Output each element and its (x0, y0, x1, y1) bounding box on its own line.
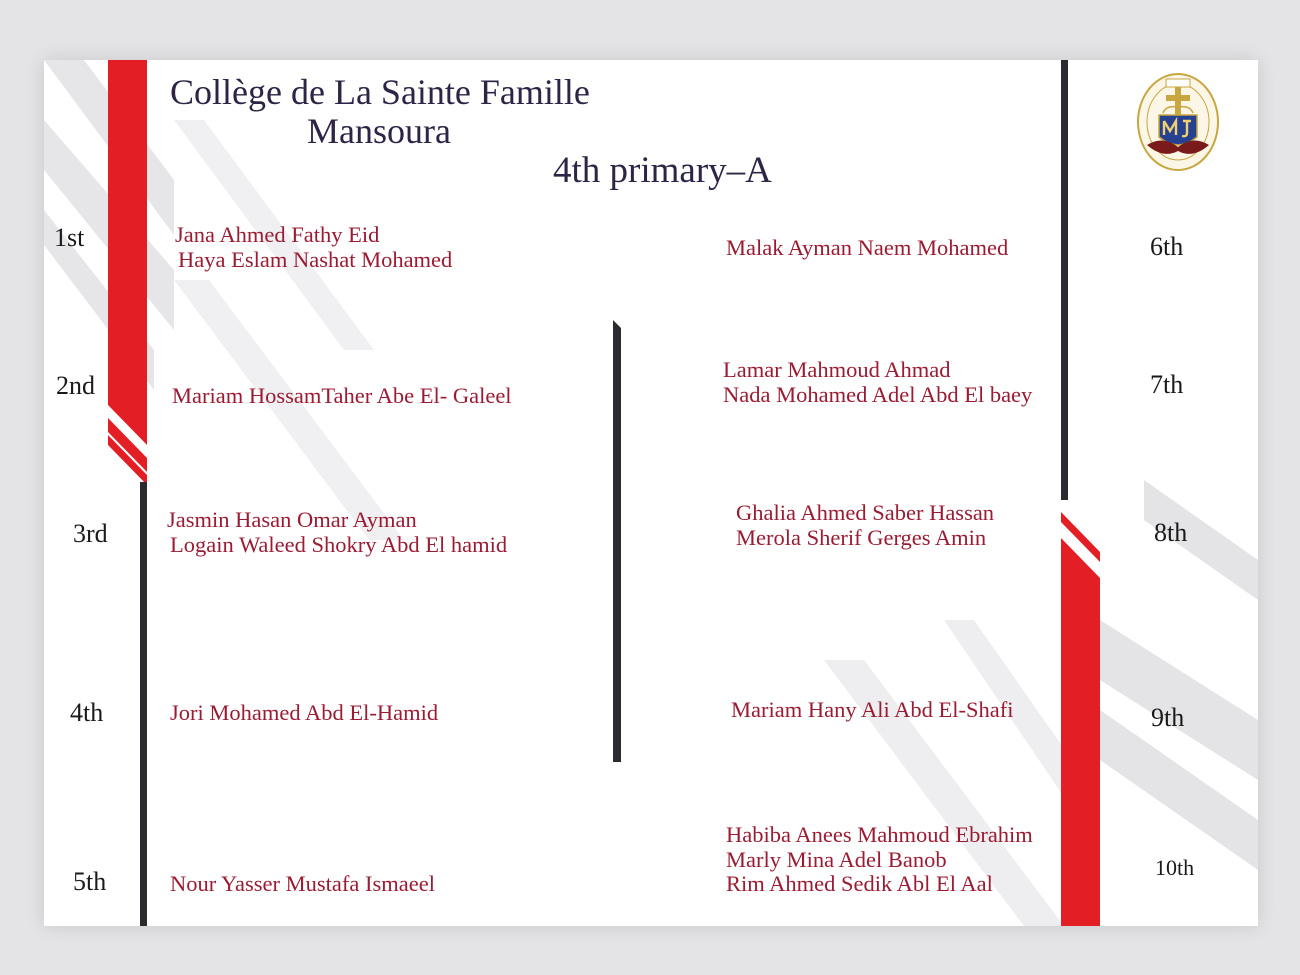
student-name: Nada Mohamed Adel Abd El baey (723, 381, 1033, 407)
class-title: 4th primary–A (553, 150, 772, 191)
student-names-7th (723, 358, 1032, 407)
student-names-2nd (172, 384, 512, 409)
school-crest (1133, 65, 1223, 175)
right-dark-bar (1061, 60, 1068, 500)
student-name: Habiba Anees Mahmoud Ebrahim (726, 822, 1033, 847)
center-divider-bar (613, 320, 621, 762)
student-name: Rim Ahmed Sedik Abl El Aal (726, 871, 993, 896)
left-red-bar (108, 60, 147, 445)
student-names-4th (170, 701, 438, 726)
student-name: Nour Yasser Mustafa Ismaeel (170, 871, 435, 896)
student-name: Mariam Hany Ali Abd El-Shafi (731, 697, 1014, 722)
student-names-8th (736, 501, 994, 550)
student-name: Ghalia Ahmed Saber Hassan (736, 500, 995, 525)
student-name: Lamar Mahmoud Ahmad (723, 357, 951, 382)
student-names-6th (726, 236, 1008, 261)
student-name: Marly Mina Adel Banob (726, 846, 947, 872)
student-names-10th (726, 823, 1033, 897)
student-name: Jori Mohamed Abd El-Hamid (170, 700, 439, 725)
school-name: Collège de La Sainte Famille (170, 72, 590, 112)
student-name: Malak Ayman Naem Mohamed (726, 235, 1009, 260)
right-red-bar (1061, 538, 1100, 926)
rank-label: 1st (54, 223, 85, 252)
student-name: Haya Eslam Nashat Mohamed (178, 246, 453, 272)
student-name: Mariam HossamTaher Abe El- Galeel (172, 383, 512, 408)
student-names-9th (731, 698, 1013, 723)
student-name: Logain Waleed Shokry Abd El hamid (170, 531, 508, 557)
student-names-3rd (167, 508, 507, 557)
rank-label: 10th (1155, 855, 1195, 880)
school-city: Mansoura (307, 111, 451, 151)
student-names-1st (175, 223, 452, 272)
student-name: Jasmin Hasan Omar Ayman (167, 507, 417, 532)
rank-label: 7th (1150, 370, 1184, 399)
school-crest-icon (1133, 65, 1223, 175)
rank-label: 8th (1154, 518, 1188, 547)
student-name: Jana Ahmed Fathy Eid (175, 222, 380, 247)
left-dark-bar (140, 482, 147, 926)
rank-label: 4th (70, 698, 104, 727)
rank-label: 3rd (73, 519, 108, 548)
rank-label: 6th (1150, 232, 1184, 261)
rank-label: 9th (1151, 703, 1185, 732)
rank-label: 5th (73, 867, 107, 896)
student-names-5th (170, 872, 435, 897)
honor-roll-slide (44, 60, 1258, 926)
rank-label: 2nd (56, 371, 95, 400)
student-name: Merola Sherif Gerges Amin (736, 524, 987, 550)
